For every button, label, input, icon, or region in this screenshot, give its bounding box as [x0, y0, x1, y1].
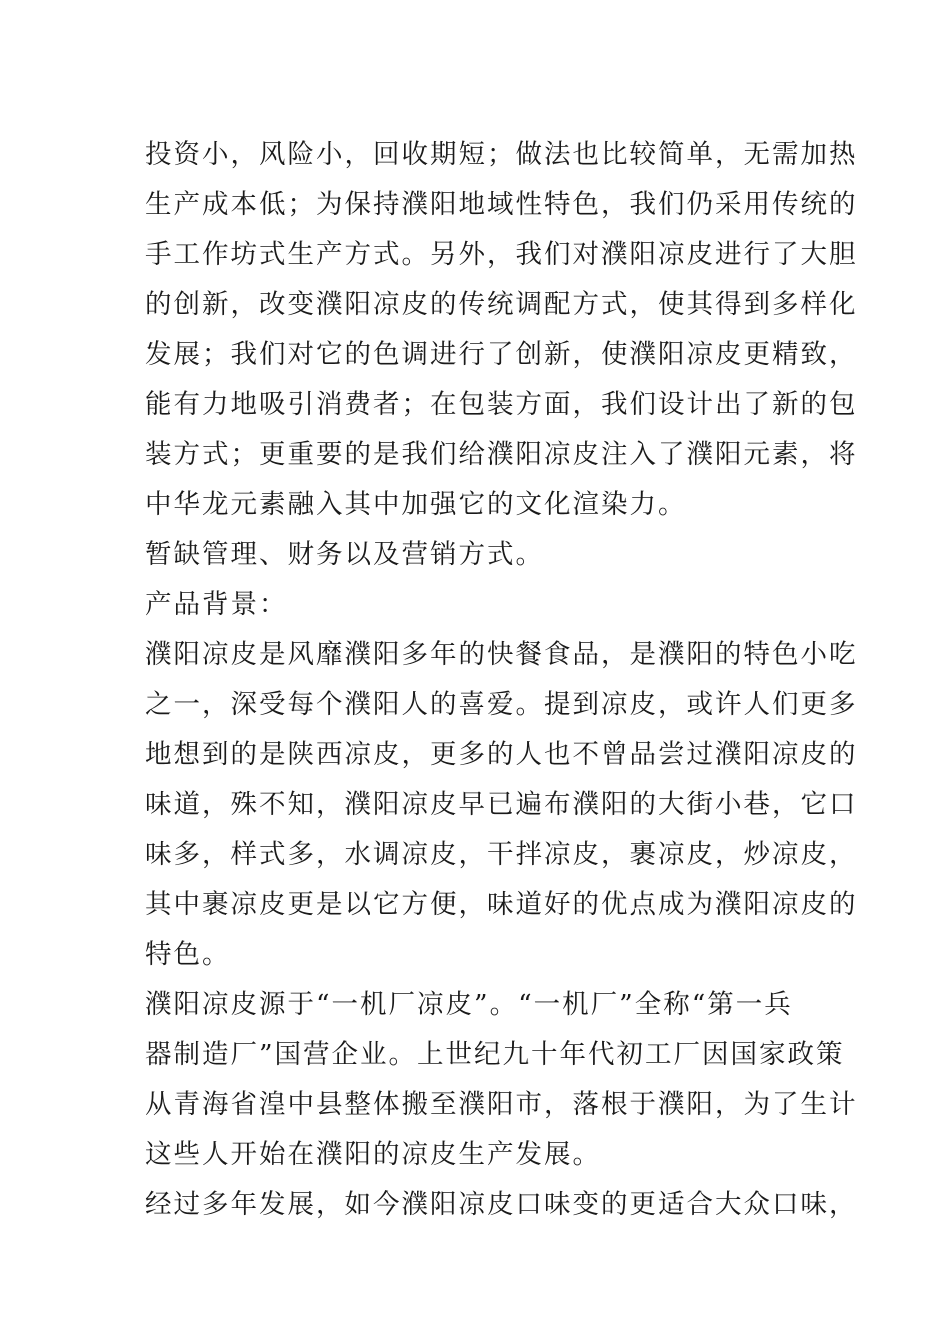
document-body — [145, 130, 858, 1230]
text-line: 其中裹凉皮更是以它方便，味道好的优点成为濮阳凉皮的 — [145, 889, 858, 920]
text-line: 的创新，改变濮阳凉皮的传统调配方式，使其得到多样化 — [145, 289, 858, 320]
text-line: 濮阳凉皮是风靡濮阳多年的快餐食品，是濮阳的特色小吃 — [145, 639, 858, 670]
text-line: 地想到的是陕西凉皮，更多的人也不曾品尝过濮阳凉皮的 — [145, 739, 858, 770]
text-line: 生产成本低；为保持濮阳地域性特色，我们仍采用传统的 — [145, 189, 858, 220]
text-line: 濮阳凉皮源于“一机厂凉皮”。“一机厂”全称“第一兵 — [145, 989, 793, 1020]
text-line: 之一，深受每个濮阳人的喜爱。提到凉皮，或许人们更多 — [145, 689, 858, 720]
text-line: 发展；我们对它的色调进行了创新，使濮阳凉皮更精致， — [145, 339, 858, 370]
section-heading: 产品背景： — [145, 589, 288, 620]
text-line: 特色。 — [145, 939, 231, 970]
text-line: 投资小，风险小，回收期短；做法也比较简单，无需加热 — [145, 139, 858, 170]
text-line: 暂缺管理、财务以及营销方式。 — [145, 539, 544, 570]
text-line: 味多，样式多，水调凉皮，干拌凉皮，裹凉皮，炒凉皮， — [145, 839, 858, 870]
text-line: 中华龙元素融入其中加强它的文化渲染力。 — [145, 489, 687, 520]
text-line: 器制造厂”国营企业。上世纪九十年代初工厂因国家政策 — [145, 1039, 845, 1070]
text-line: 手工作坊式生产方式。另外，我们对濮阳凉皮进行了大胆 — [145, 239, 858, 270]
text-line: 从青海省湟中县整体搬至濮阳市，落根于濮阳，为了生计 — [145, 1089, 858, 1120]
text-line: 味道，殊不知，濮阳凉皮早已遍布濮阳的大街小巷，它口 — [145, 789, 858, 820]
text-line: 这些人开始在濮阳的凉皮生产发展。 — [145, 1139, 601, 1170]
text-line: 能有力地吸引消费者；在包装方面，我们设计出了新的包 — [145, 389, 858, 420]
text-line: 装方式；更重要的是我们给濮阳凉皮注入了濮阳元素，将 — [145, 439, 858, 470]
text-line: 经过多年发展，如今濮阳凉皮口味变的更适合大众口味， — [145, 1189, 858, 1220]
